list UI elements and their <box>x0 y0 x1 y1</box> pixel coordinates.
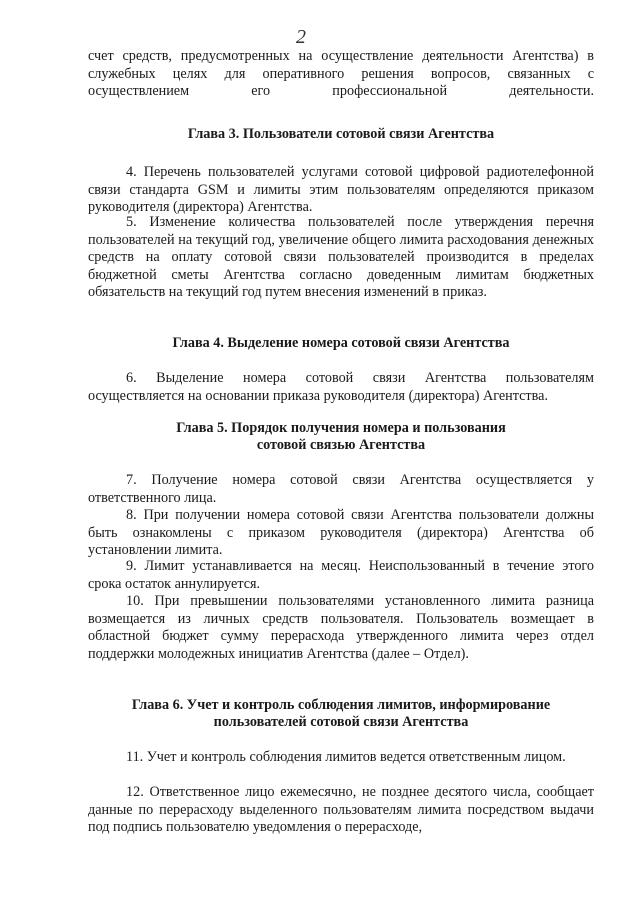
paragraph-9: 9. Лимит устанавливается на месяц. Неиспользованный в течение этого срока остаток аннулируется. <box>88 558 594 592</box>
paragraph-8: 8. При получении номера сотовой связи Агентства пользователи должны быть ознакомлены с приказом руководителя (директора) Агентства об установлении лимита. <box>88 507 594 558</box>
paragraph-6: 6. Выделение номера сотовой связи Агентства пользователям осуществляется на основании приказа руководителя (директора) Агентства. <box>88 370 594 404</box>
chapter-6-title-line2: пользователей сотовой связи Агентства <box>213 714 469 730</box>
paragraph-12: 12. Ответственное лицо ежемесячно, не позднее десятого числа, сообщает данные по перерасходу выделенного пользователям лимита посредством выдачи под подпись пользователю уведомления о перерасходе, <box>88 784 594 835</box>
paragraph-10: 10. При превышении пользователями установленного лимита разница возмещается из личных средств пользователя. Пользователь возмещает в областной бюджет сумму перерасхода утвержденного лимита через отдел поддержки молодежных инициатив Агентства (далее – Отдел). <box>88 593 594 662</box>
paragraph-5: 5. Изменение количества пользователей после утверждения перечня пользователей на текущий год, увеличение общего лимита расходования денежных средств на оплату сотовой связи пользователей производится в пределах бюджетной сметы Агентства согласно доведенным лимитам бюджетных обязательств на текущий год путем внесения изменений в приказ. <box>88 214 594 300</box>
chapter-5-title-line1: Глава 5. Порядок получения номера и пользования <box>176 420 506 436</box>
page-number: 2 <box>296 26 306 48</box>
paragraph-4: 4. Перечень пользователей услугами сотовой цифровой радиотелефонной связи стандарта GSM и лимиты этим пользователям определяются приказом руководителя (директора) Агентства. <box>88 164 594 215</box>
chapter-3-title: Глава 3. Пользователи сотовой связи Агентства <box>187 126 495 142</box>
intro-paragraph: счет средств, предусмотренных на осуществление деятельности Агентства) в служебных целях для оперативного решения вопросов, связанных с осуществлением его профессиональной деятельности. <box>88 48 594 99</box>
chapter-5-title-line2: сотовой связью Агентства <box>256 437 426 453</box>
paragraph-7: 7. Получение номера сотовой связи Агентства осуществляется у ответственного лица. <box>88 472 594 506</box>
chapter-4-title: Глава 4. Выделение номера сотовой связи Агентства <box>172 335 510 351</box>
paragraph-11: 11. Учет и контроль соблюдения лимитов ведется ответственным лицом. <box>126 749 566 765</box>
chapter-6-title-line1: Глава 6. Учет и контроль соблюдения лимитов, информирование <box>131 697 551 713</box>
